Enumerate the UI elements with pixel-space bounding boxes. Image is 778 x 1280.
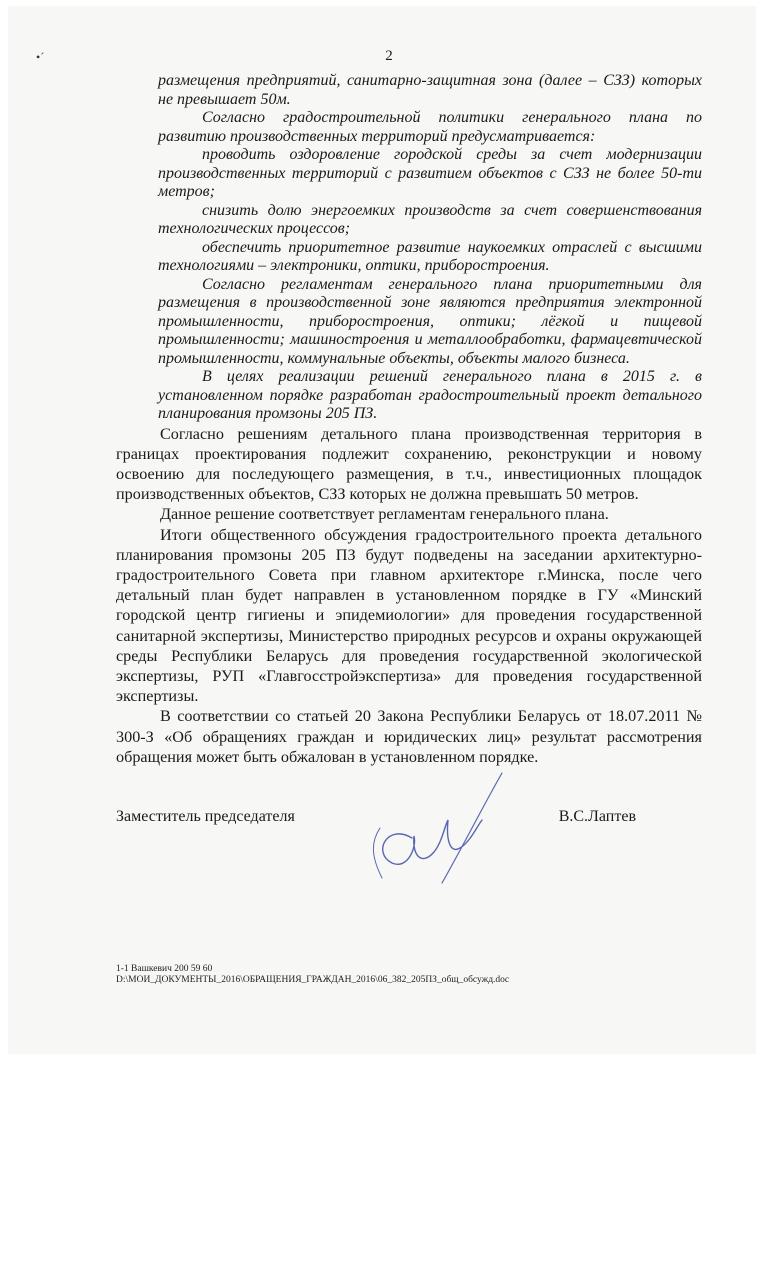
- italic-paragraph-1: размещения предприятий, санитарно-защитная зона (далее – СЗЗ) которых не превышает 50м.: [158, 72, 702, 108]
- footer-executor: 1-1 Вашкевич 200 59 60: [116, 964, 213, 974]
- footer: [116, 964, 509, 986]
- italic-paragraph-2: Согласно градостроительной политики генерального плана по развитию производственных территорий предусматривается:: [158, 109, 702, 145]
- body-paragraph-3: Итоги общественного обсуждения градостроительного проекта детального планирования промзоны 205 ПЗ будут подведены на заседании архитектурно-градостроительного Совета при главном архитекторе г.Минска, после чего детальный план будет направлен в установленном порядке в ГУ «Минский городской центр гигиены и эпидемиологии» для проведения государственной санитарной экспертизы, Министерство природных ресурсов и охраны окружающей среды Республики Беларусь для проведения государственной экологической экспертизы, РУП «Главгосстройэкспертиза» для проведения государственной экспертизы.: [116, 525, 702, 706]
- italic-paragraph-5: обеспечить приоритетное развитие наукоемких отраслей с высшими технологиями – электроники, оптики, приборостроения.: [158, 238, 702, 274]
- signatory-position: Заместитель председателя: [116, 808, 295, 825]
- footer-file-path: D:\МОИ_ДОКУМЕНТЫ_2016\ОБРАЩЕНИЯ_ГРАЖДАН_2016\06_382_205ПЗ_общ_обсужд.doc: [116, 975, 510, 985]
- body-paragraph-4: В соответствии со статьей 20 Закона Республики Беларусь от 18.07.2011 № 300-З «Об обращениях граждан и юридических лиц» результат рассмотрения обращения может быть обжалован в установленном порядке.: [116, 707, 702, 766]
- italic-paragraph-6: Согласно регламентам генерального плана приоритетными для размещения в производственной зоне являются предприятия электронной промышленности, приборостроения, оптики; лёгкой и пищевой промышленности; машиностроения и металлообработки, фармацевтической промышленности, коммунальные объекты, объекты малого бизнеса.: [158, 275, 702, 367]
- page-number: 2: [385, 48, 393, 64]
- main-text-block: [116, 424, 702, 767]
- letter-body: [116, 72, 702, 767]
- italic-paragraph-3: проводить оздоровление городской среды за счет модернизации производственных территорий с развитием объектов с СЗЗ не более 50-ти метров;: [158, 146, 702, 200]
- italic-paragraph-4: снизить долю энергоемких производств за счет совершенствования технологических процессов;: [158, 201, 702, 237]
- italic-paragraph-7: В целях реализации решений генерального плана в 2015 г. в установленном порядке разработан градостроительный проект детального планирования промзоны 205 ПЗ.: [158, 368, 702, 422]
- body-paragraph-2: Данное решение соответствует регламентам генерального плана.: [160, 505, 609, 524]
- signatory-name: В.С.Лаптев: [558, 808, 636, 825]
- handwritten-signature: [352, 768, 522, 888]
- italic-quote-block: [116, 72, 702, 424]
- scan-mark: •´: [36, 50, 45, 64]
- body-paragraph-1: Согласно решениям детального плана производственная территория в границах проектирования подлежит сохранению, реконструкции и новому освоению для последующего размещения, в т.ч., инвестиционных площадок производственных объектов, СЗЗ которых не должна превышать 50 метров.: [116, 424, 702, 504]
